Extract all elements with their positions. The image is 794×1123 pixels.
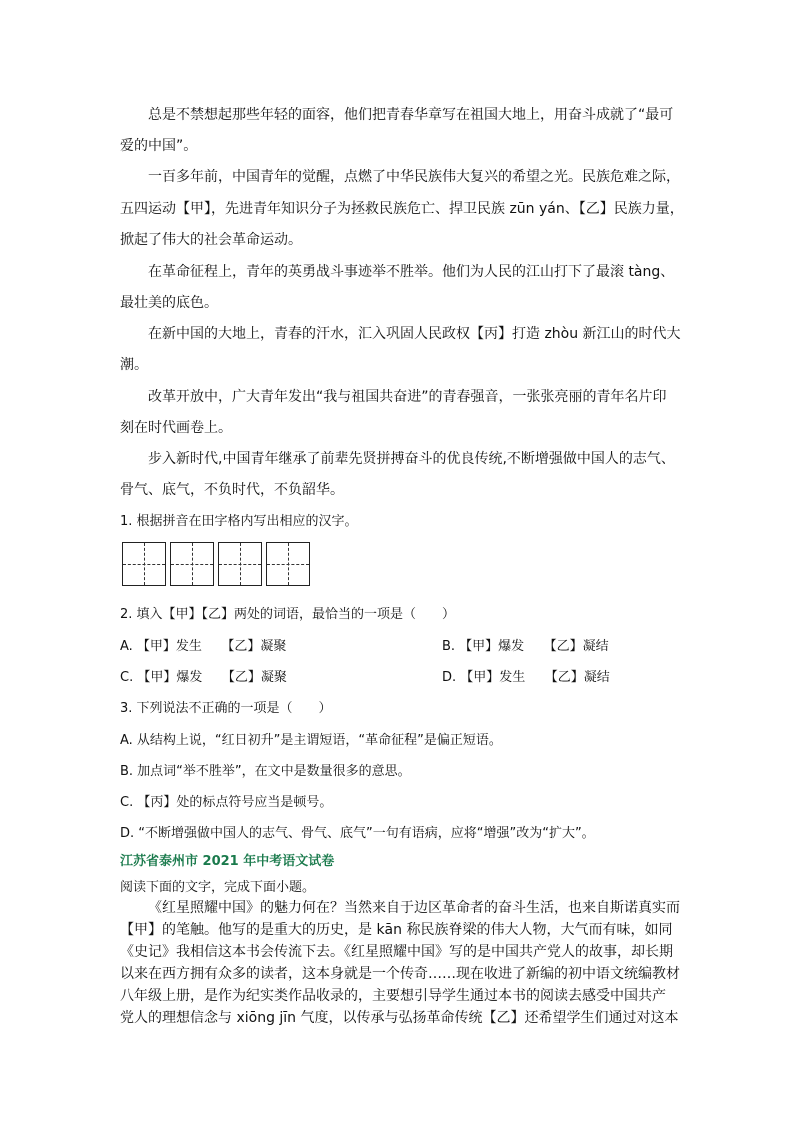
question-2: 2. 填入【甲】【乙】两处的词语，最恰当的一项是（ ） [120,607,456,622]
passage-line: 八年级上册，是作为纪实类作品收录的，主要想引导学生通过本书的阅读去感受中国共产 [120,988,666,1004]
passage-line: 步入新时代,中国青年继承了前辈先贤拼搏奋斗的优良传统,不断增强做中国人的志气、 [148,451,675,467]
option-d[interactable]: D. “不断增强做中国人的志气、骨气、底气”一句有语病，应将“增强”改为“扩大”。 [120,826,595,841]
passage-line: 改革开放中，广大青年发出“我与祖国共奋进”的青春强音，一张张亮丽的青年名片印 [148,389,667,405]
passage-line: 【甲】的笔触。他写的是重大的历史，是 kān 称民族脊梁的伟大人物，大气而有味，如同 [120,922,673,938]
passage-line: 总是不禁想起那些年轻的面容，他们把青春华章写在祖国大地上，用奋斗成就了“最可 [148,107,674,123]
tianzige-box[interactable] [266,542,310,586]
option-a[interactable]: A. 从结构上说，“红日初升”是主谓短语，“革命征程”是偏正短语。 [120,733,502,748]
passage-line: 《红星照耀中国》的魅力何在？当然来自于边区革命者的奋斗生活，也来自斯诺真实而 [148,900,680,916]
passage-line: 掀起了伟大的社会革命运动。 [120,232,302,248]
option-b[interactable]: B. 【甲】爆发 【乙】凝结 [442,639,609,654]
passage-line: 党人的理想信念与 xiōng jīn 气度，以传承与弘扬革命传统【乙】还希望学生们通过对这本 [120,1010,679,1026]
option-d[interactable]: D. 【甲】发生 【乙】凝结 [442,670,610,685]
tianzige-box[interactable] [218,542,262,586]
passage-line: 以来在西方拥有众多的读者，这本身就是一个传奇……现在收进了新编的初中语文统编教材 [120,966,680,982]
passage-line: 五四运动【甲】，先进青年知识分子为拯救民族危亡、捍卫民族 zūn yán、【乙】民族力量， [120,201,684,217]
passage-line: 在新中国的大地上，青春的汗水，汇入巩固人民政权【丙】打造 zhòu 新江山的时代大 [148,326,681,342]
passage-line: 最壮美的底色。 [120,295,218,311]
option-c[interactable]: C. 【甲】爆发 【乙】凝聚 [120,670,287,685]
question-1: 1. 根据拼音在田字格内写出相应的汉字。 [120,514,358,529]
instruction: 阅读下面的文字，完成下面小题。 [120,880,316,895]
passage-line: 在革命征程上，青年的英勇战斗事迹举不胜举。他们为人民的江山打下了最滚 tàng、 [148,264,675,280]
section-heading: 江苏省泰州市 2021 年中考语文试卷 [120,854,335,869]
passage-line: 《史记》我相信这本书会传流下去。《红星照耀中国》写的是中国共产党人的故事，却长期 [120,944,673,960]
passage-line: 骨气、底气，不负时代，不负韶华。 [120,482,344,498]
passage-line: 刻在时代画卷上。 [120,420,232,436]
passage-line: 爱的中国”。 [120,138,198,154]
passage-line: 潮。 [120,357,148,373]
question-3: 3. 下列说法不正确的一项是（ ） [120,701,332,716]
option-c[interactable]: C. 【丙】处的标点符号应当是顿号。 [120,795,333,810]
option-b[interactable]: B. 加点词“举不胜举”，在文中是数量很多的意思。 [120,764,411,779]
passage-line: 一百多年前，中国青年的觉醒，点燃了中华民族伟大复兴的希望之光。民族危难之际， [148,169,680,185]
tianzige-box[interactable] [170,542,214,586]
tianzige-box[interactable] [122,542,166,586]
option-a[interactable]: A. 【甲】发生 【乙】凝聚 [120,639,287,654]
